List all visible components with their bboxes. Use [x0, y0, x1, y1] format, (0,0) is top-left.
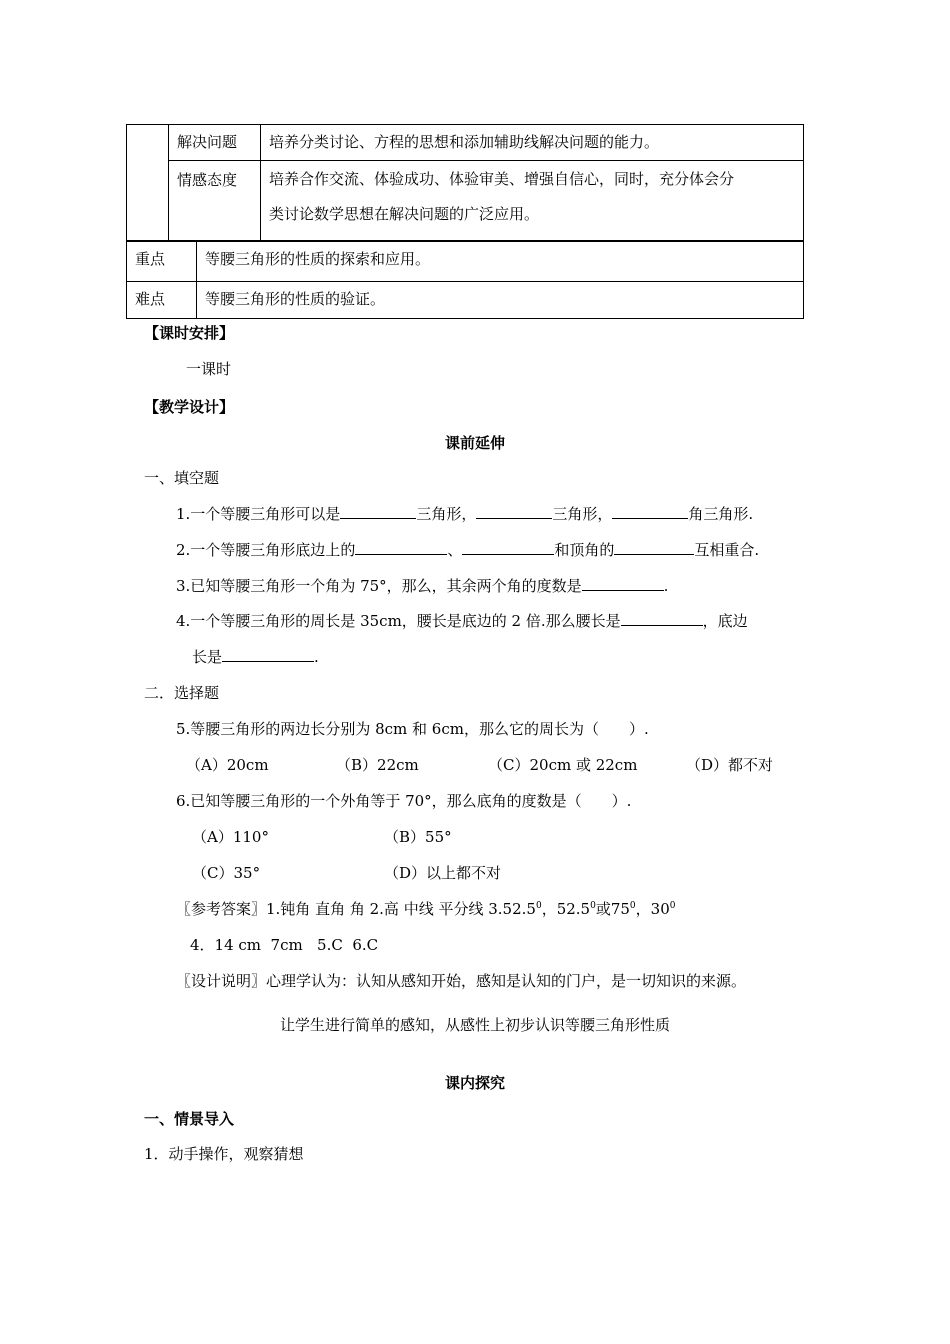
q6-option-b: （B）55° [384, 828, 452, 846]
objective-group-cell [127, 125, 169, 241]
objective-text-line: 类讨论数学思想在解决问题的广泛应用。 [269, 205, 540, 223]
design-heading: 【教学设计】 [144, 398, 235, 416]
schedule-heading: 【课时安排】 [144, 324, 235, 342]
difficult-point-text: 等腰三角形的性质的验证。 [197, 282, 804, 319]
q1-text-c: 三角形， [552, 505, 613, 523]
degree-sup: 0 [590, 901, 596, 911]
section-multiple-choice: 二．选择题 [144, 684, 220, 702]
q4-text-c: 长是 [192, 648, 223, 666]
design-note: 〖设计说明〗心理学认为：认知从感知开始，感知是认知的门户，是一切知识的来源。 [176, 972, 747, 990]
objective-label: 情感态度 [169, 161, 261, 241]
difficult-point-row [127, 282, 804, 319]
item-hands-on: 1．动手操作，观察猜想 [144, 1145, 304, 1163]
q5-option-b: （B）22cm [336, 756, 419, 774]
question-4-cont [192, 646, 319, 667]
section-fill-blank: 一、填空题 [144, 469, 220, 487]
objective-text-line: 培养合作交流、体验成功、体验审美、增强自信心，同时，充分体会分 [269, 170, 735, 188]
answer-text: ，52.5 [541, 900, 591, 918]
answer-blank [462, 540, 554, 555]
answer-text: 〖参考答案〗1.钝角 直角 角 2.高 中线 平分线 3.52.5 [176, 900, 536, 918]
answer-blank [355, 540, 447, 555]
answer-text: 或75 [595, 900, 630, 918]
answer-blank [614, 540, 694, 555]
key-difficult-table [126, 241, 804, 319]
design-note-2: 让学生进行简单的感知，从感性上初步认识等腰三角形性质 [280, 1016, 671, 1034]
q4-text-d: . [314, 648, 319, 666]
q1-text-b: 三角形， [416, 505, 477, 523]
q3-text-b: . [663, 577, 669, 595]
q2-text-c: 和顶角的 [554, 541, 615, 559]
question-1 [176, 503, 753, 524]
answer-blank [340, 504, 416, 519]
key-point-row [127, 242, 804, 282]
in-class-title: 课内探究 [444, 1074, 505, 1092]
degree-sup: 0 [669, 901, 676, 911]
objective-label: 解决问题 [169, 125, 261, 161]
objective-row [127, 161, 804, 241]
q5-option-d: （D）都不对 [686, 756, 774, 774]
schedule-text: 一课时 [186, 360, 232, 378]
objective-row [127, 125, 804, 161]
q1-text-a: 1.一个等腰三角形可以是 [176, 505, 341, 523]
question-3 [176, 575, 668, 596]
q2-text-b: 、 [447, 541, 463, 559]
section-scenario-intro: 一、情景导入 [144, 1110, 235, 1128]
objective-text: 培养分类讨论、方程的思想和添加辅助线解决问题的能力。 [261, 125, 804, 161]
answer-blank [222, 647, 314, 662]
reference-answers-line2: 4．14 cm 7cm 5.C 6.C [190, 936, 379, 954]
answer-text: ，30 [635, 900, 670, 918]
q6-option-d: （D）以上都不对 [384, 864, 502, 882]
difficult-point-label: 难点 [127, 282, 197, 319]
question-2 [176, 539, 759, 560]
q6-option-a: （A）110° [192, 828, 269, 846]
objectives-table [126, 124, 804, 241]
key-point-label: 重点 [127, 242, 197, 282]
question-5: 5.等腰三角形的两边长分别为 8cm 和 6cm，那么它的周长为（ ）. [176, 720, 649, 738]
question-6: 6.已知等腰三角形的一个外角等于 70°，那么底角的度数是（ ）. [176, 792, 632, 810]
answer-blank [582, 576, 664, 591]
q2-text-d: 互相重合. [694, 541, 760, 559]
q4-text-a: 4.一个等腰三角形的周长是 35cm，腰长是底边的 2 倍.那么腰长是 [176, 612, 621, 630]
pre-class-title: 课前延伸 [444, 434, 505, 452]
reference-answers [176, 898, 675, 919]
q1-text-d: 角三角形. [688, 505, 754, 523]
q5-option-c: （C）20cm 或 22cm [488, 756, 638, 774]
q4-text-b: ，底边 [702, 612, 748, 630]
q2-text-a: 2.一个等腰三角形底边上的 [176, 541, 356, 559]
degree-sup: 0 [535, 901, 542, 911]
q3-text-a: 3.已知等腰三角形一个角为 75°，那么，其余两个角的度数是 [176, 577, 582, 595]
answer-blank [476, 504, 552, 519]
q5-option-a: （A）20cm [186, 756, 269, 774]
degree-sup: 0 [629, 901, 636, 911]
q6-option-c: （C）35° [192, 864, 261, 882]
question-4 [176, 610, 748, 631]
answer-blank [612, 504, 688, 519]
answer-blank [621, 611, 703, 626]
key-point-text: 等腰三角形的性质的探索和应用。 [197, 242, 804, 282]
